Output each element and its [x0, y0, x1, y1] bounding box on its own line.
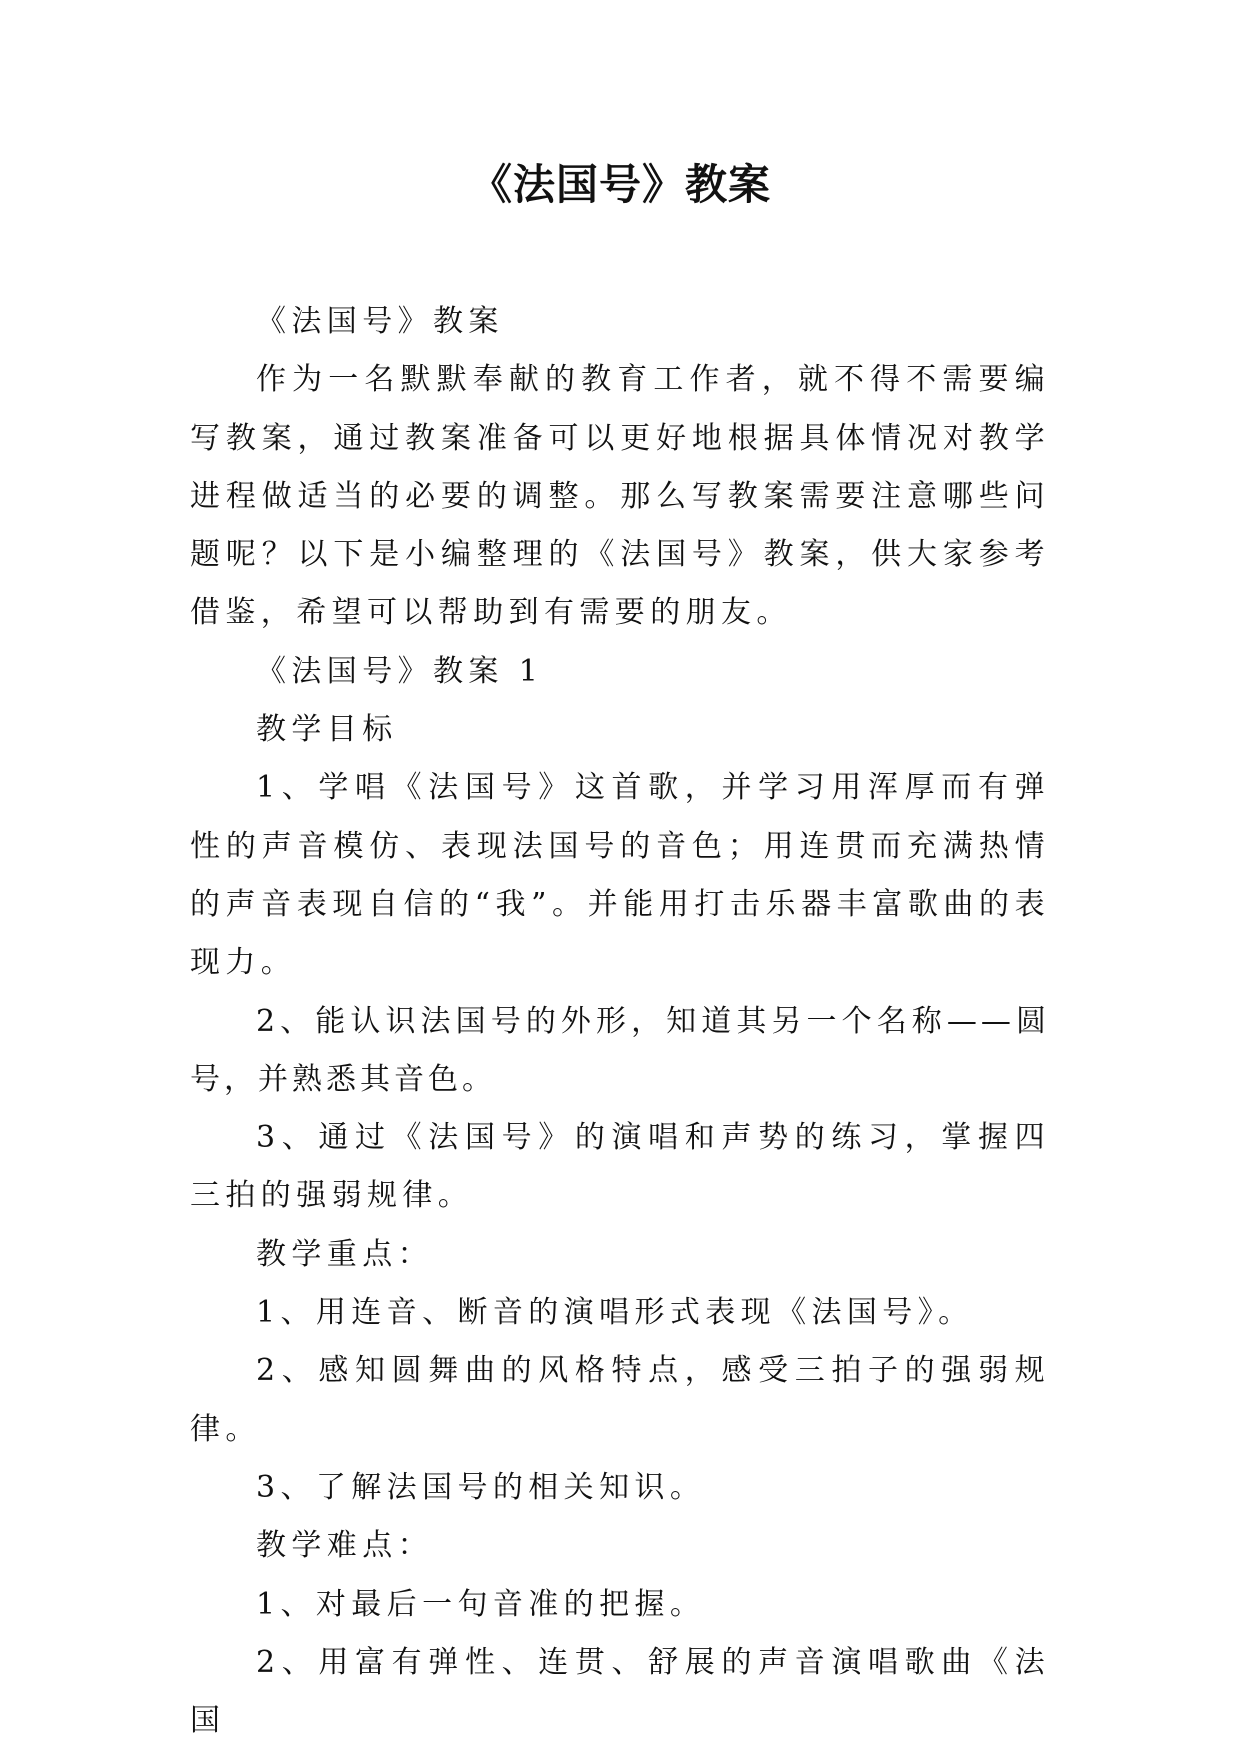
paragraph-key-point-1: 1、用连音、断音的演唱形式表现《法国号》。 [256, 1295, 974, 1331]
document-body [190, 293, 1050, 1750]
paragraph-goal-2: 2、能认识法国号的外形，知道其另一个名称——圆号，并熟悉其音色。 [190, 1003, 1050, 1097]
paragraph-key-points-heading: 教学重点： [256, 1236, 433, 1272]
paragraph-intro: 作为一名默默奉献的教育工作者，就不得不需要编写教案，通过教案准备可以更好地根据具体情况对教学进程做适当的必要的调整。那么写教案需要注意哪些问题呢？以下是小编整理的《法国号》教案，供大家参考借鉴，希望可以帮助到有需要的朋友。 [190, 362, 1050, 631]
paragraph-heading-repeat: 《法国号》教案 [256, 304, 504, 339]
paragraph-difficulty-1: 1、对最后一句音准的把握。 [256, 1586, 706, 1622]
paragraph-goal-3: 3、通过《法国号》的演唱和声势的练习，掌握四三拍的强弱规律。 [190, 1120, 1050, 1214]
document-title: 《法国号》教案 [469, 160, 771, 209]
paragraph-section-title: 《法国号》教案 1 [256, 653, 544, 689]
paragraph-key-point-2: 2、感知圆舞曲的风格特点，感受三拍子的强弱规律。 [190, 1353, 1050, 1447]
paragraph-difficulties-heading: 教学难点： [256, 1528, 433, 1564]
paragraph-key-point-3: 3、了解法国号的相关知识。 [256, 1469, 706, 1505]
paragraph-goal-1: 1、学唱《法国号》这首歌，并学习用浑厚而有弹性的声音模仿、表现法国号的音色；用连贯而充满热情的声音表现自信的“我”。并能用打击乐器丰富歌曲的表现力。 [190, 770, 1050, 981]
paragraph-teaching-goals-heading: 教学目标 [256, 712, 398, 748]
paragraph-difficulty-2: 2、用富有弹性、连贯、舒展的声音演唱歌曲《法国 [190, 1644, 1050, 1739]
